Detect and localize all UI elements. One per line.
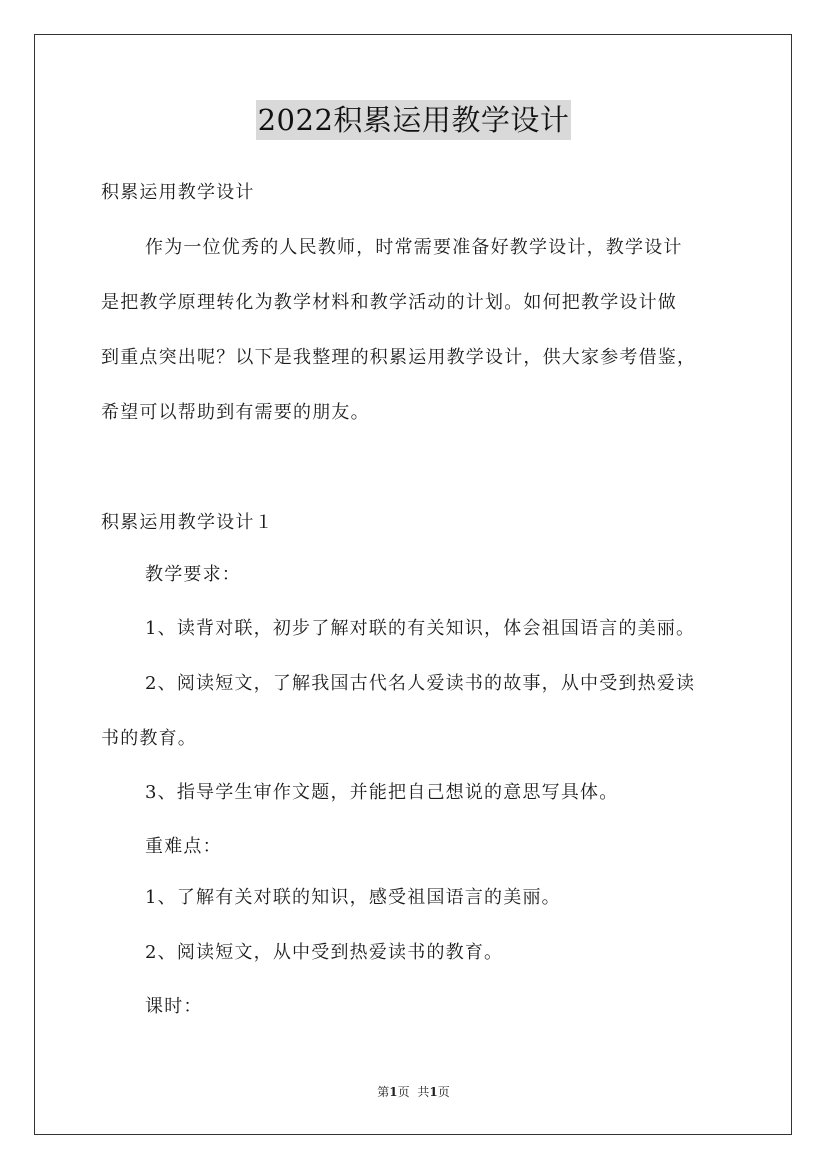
- section-heading: 积累运用教学设计: [101, 182, 255, 203]
- list-item-continuation: 书的教育。: [101, 728, 197, 749]
- subheading: 课时：: [145, 996, 203, 1017]
- list-item: 2、阅读短文，了解我国古代名人爱读书的故事，从中受到热爱读: [145, 673, 696, 694]
- total-pages: 1: [429, 1085, 438, 1099]
- section-heading: 积累运用教学设计１: [101, 512, 274, 533]
- paragraph-line: 作为一位优秀的人民教师，时常需要准备好教学设计，教学设计: [145, 237, 683, 258]
- title-container: [0, 100, 827, 140]
- page-label-prefix: 第: [377, 1085, 390, 1099]
- list-item: 2、阅读短文，从中受到热爱读书的教育。: [145, 942, 504, 963]
- list-item: 3、指导学生审作文题，并能把自己想说的意思写具体。: [145, 782, 619, 803]
- paragraph-line: 希望可以帮助到有需要的朋友。: [101, 402, 370, 423]
- total-label-prefix: 共: [417, 1085, 430, 1099]
- page-label-suffix: 页: [397, 1085, 410, 1099]
- paragraph-line: 到重点突出呢？以下是我整理的积累运用教学设计，供大家参考借鉴，: [101, 347, 697, 368]
- subheading: 教学要求：: [145, 564, 241, 585]
- list-item: 1、读背对联，初步了解对联的有关知识，体会祖国语言的美丽。: [145, 618, 696, 639]
- total-label-suffix: 页: [437, 1085, 450, 1099]
- subheading: 重难点：: [145, 836, 222, 857]
- document-title: 2022积累运用教学设计: [256, 100, 572, 140]
- list-item: 1、了解有关对联的知识，感受祖国语言的美丽。: [145, 887, 561, 908]
- page-footer: [0, 1084, 827, 1100]
- page-number: 1: [389, 1085, 398, 1099]
- paragraph-line: 是把教学原理转化为教学材料和教学活动的计划。如何把教学设计做: [101, 292, 677, 313]
